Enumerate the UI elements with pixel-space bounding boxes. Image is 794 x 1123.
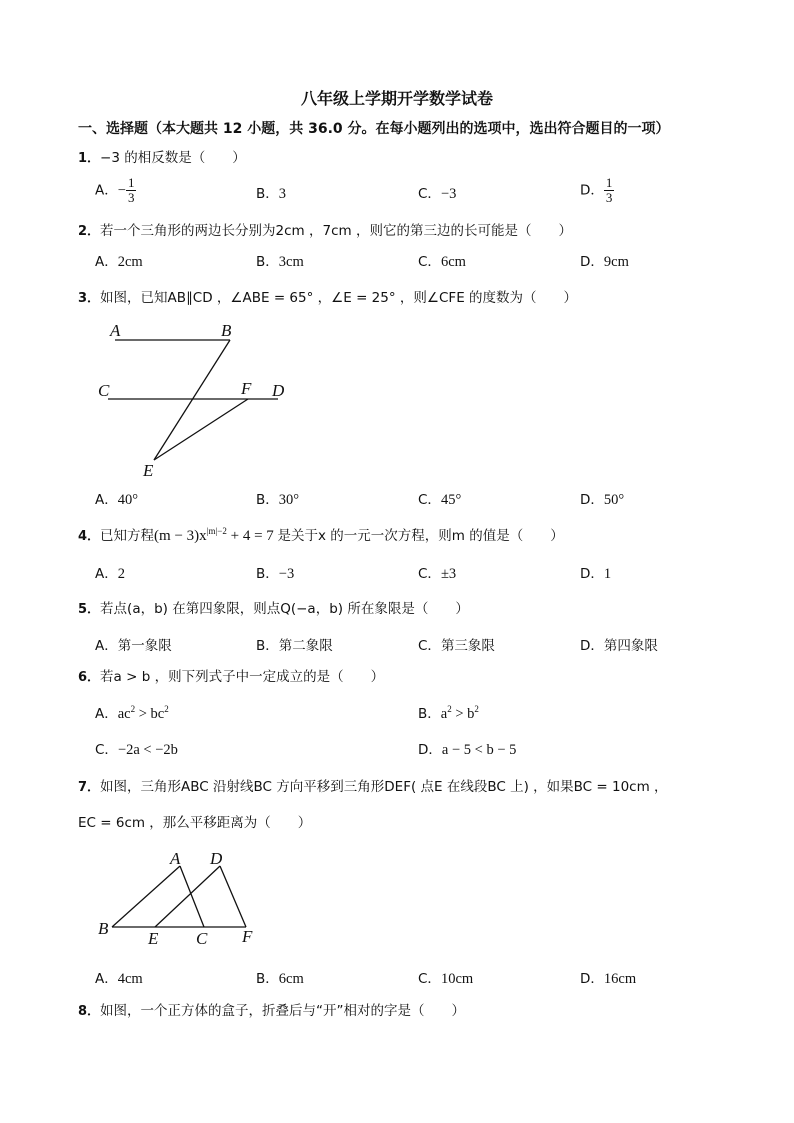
question-number: 8． (78, 1004, 101, 1019)
option-value: 第四象限 (603, 638, 658, 654)
option-d (580, 967, 636, 988)
question-number: 3． (78, 291, 101, 306)
question-number: 4． (78, 529, 101, 544)
option-letter: A． (95, 492, 118, 508)
option-value: 10cm (440, 971, 474, 987)
option-value: $ac^2 > bc^2$ (117, 704, 169, 722)
question-2 (78, 219, 572, 239)
line-ed (155, 866, 220, 927)
option-d (580, 250, 629, 271)
option-d (580, 176, 614, 205)
line-df (220, 866, 246, 927)
point-label-e: E (143, 461, 154, 480)
point-label-d: D (272, 381, 285, 400)
option-d (580, 634, 658, 654)
question-text: 如图，三角形ABC 沿射线BC 方向平移到三角形DEF( 点E 在线段BC 上) ，如果BC = 10cm ， (100, 779, 668, 795)
question-number: 2． (78, 224, 101, 239)
question-number: 1． (78, 151, 101, 166)
option-letter: A． (95, 254, 118, 270)
point-label-b: B (221, 321, 232, 340)
point-label-c: C (196, 929, 208, 948)
option-letter: C． (418, 566, 441, 582)
point-label-a: A (170, 849, 181, 868)
option-letter: B． (256, 492, 279, 508)
question-7-line-2 (78, 811, 311, 831)
line-fe (154, 399, 248, 460)
option-a (95, 488, 138, 509)
question-number: 5． (78, 602, 101, 617)
question-3 (78, 286, 577, 306)
option-a (95, 967, 143, 988)
option-letter: D． (580, 638, 604, 654)
option-value: 2 (117, 566, 125, 582)
option-d (580, 562, 611, 583)
option-letter: D． (580, 182, 604, 199)
option-value: 6cm (278, 971, 304, 987)
option-value: 40° (117, 492, 139, 508)
option-letter: D． (580, 492, 604, 508)
question-text: 若点(a，b) 在第四象限，则点Q(−a，b) 所在象限是（ ） (100, 601, 469, 617)
option-value: 2cm (117, 254, 143, 270)
option-letter: D． (580, 971, 604, 987)
option-value: 第二象限 (278, 638, 333, 654)
point-label-f: F (242, 927, 253, 946)
option-letter: B． (418, 706, 441, 722)
point-label-c: C (98, 381, 110, 400)
option-value: 1 (603, 566, 612, 582)
question-5 (78, 597, 469, 617)
option-c (95, 738, 178, 759)
question-text: 是关于x 的一元一次方程，则m 的值是（ ） (277, 528, 564, 544)
option-b (256, 250, 304, 271)
option-value: 3cm (278, 254, 304, 270)
question-text: −3 的相反数是（ ） (100, 150, 246, 166)
option-letter: B． (256, 186, 279, 202)
option-value: −2a < −2b (117, 742, 178, 758)
fraction (604, 176, 615, 205)
translation-figure (92, 848, 262, 948)
option-c (418, 634, 495, 654)
option-b (256, 182, 286, 203)
option-letter: C． (418, 971, 441, 987)
option-letter: A． (95, 182, 118, 199)
point-label-e: E (148, 929, 159, 948)
page-title: 八年级上学期开学数学试卷 (300, 89, 493, 108)
question-8 (78, 999, 465, 1019)
point-label-b: B (98, 919, 109, 938)
option-c (418, 250, 466, 271)
option-value: −3 (440, 186, 457, 202)
question-text: 若一个三角形的两边长分别为2cm ，7cm ，则它的第三边的长可能是（ ） (100, 223, 572, 239)
option-c (418, 562, 456, 583)
option-letter: C． (418, 254, 441, 270)
option-a (95, 702, 169, 723)
point-label-a: A (110, 321, 121, 340)
question-number: 7． (78, 780, 101, 795)
fraction (126, 176, 137, 205)
equation (154, 528, 277, 544)
question-text: 如图，已知AB∥CD ，∠ABE = 65° ，∠E = 25° ，则∠CFE 的度数为（ ） (100, 290, 578, 306)
parallel-lines-figure (90, 318, 300, 483)
option-letter: A． (95, 566, 118, 582)
option-value: 30° (278, 492, 300, 508)
option-letter: D． (580, 254, 604, 270)
numerator: 1 (127, 175, 135, 190)
denominator: 3 (605, 190, 613, 205)
option-value: 4cm (117, 971, 143, 987)
section-heading: 一、选择题（本大题共 12 小题，共 36.0 分。在每小题列出的选项中，选出符合题目的一项） (78, 121, 670, 137)
question-text: 如图，一个正方体的盒子，折叠后与“开”相对的字是（ ） (100, 1003, 466, 1019)
option-letter: B． (256, 566, 279, 582)
option-c (418, 967, 473, 988)
option-letter: B． (256, 638, 279, 654)
option-value: −3 (278, 566, 295, 582)
line-ac (180, 866, 204, 927)
option-value: 50° (603, 492, 625, 508)
option-b (418, 702, 479, 723)
equation-exponent: |m|−2 (206, 526, 227, 536)
question-text: EC = 6cm ，那么平移距离为（ ） (78, 815, 312, 831)
option-letter: C． (418, 186, 441, 202)
point-label-f: F (241, 379, 252, 398)
option-d (418, 738, 516, 759)
option-a (95, 176, 136, 205)
point-label-d: D (210, 849, 223, 868)
option-letter: D． (418, 742, 442, 758)
option-c (418, 488, 461, 509)
option-value: 6cm (440, 254, 466, 270)
option-letter: D． (580, 566, 604, 582)
equation-main: (m − 3)x (154, 528, 207, 544)
option-d (580, 488, 624, 509)
option-value: 16cm (603, 971, 637, 987)
option-value: 第一象限 (117, 638, 172, 654)
option-b (256, 562, 294, 583)
option-value: 第三象限 (440, 638, 495, 654)
question-1 (78, 146, 246, 166)
option-b (256, 634, 333, 654)
option-value: 3 (278, 186, 287, 202)
option-value: 45° (440, 492, 462, 508)
option-letter: B． (256, 971, 279, 987)
question-text: 若a > b ，则下列式子中一定成立的是（ ） (100, 669, 385, 685)
question-7 (78, 775, 668, 795)
denominator: 3 (127, 190, 135, 205)
option-value: − (117, 182, 126, 199)
option-b (256, 488, 299, 509)
question-4 (78, 524, 564, 545)
option-letter: A． (95, 706, 118, 722)
option-letter: A． (95, 971, 118, 987)
option-c (418, 182, 456, 203)
option-a (95, 250, 143, 271)
option-letter: A． (95, 638, 118, 654)
equation-rest: + 4 = 7 (226, 528, 278, 544)
option-a (95, 634, 172, 654)
option-a (95, 562, 125, 583)
option-value: a − 5 < b − 5 (441, 742, 517, 758)
question-text: 已知方程 (100, 528, 155, 544)
option-value: ±3 (440, 566, 457, 582)
numerator: 1 (605, 175, 613, 190)
option-b (256, 967, 304, 988)
line-be (154, 340, 230, 460)
question-6 (78, 665, 384, 685)
option-value: 9cm (603, 254, 629, 270)
option-value: $a^2 > b^2$ (440, 704, 479, 722)
line-ba (112, 866, 180, 927)
option-letter: C． (418, 638, 441, 654)
option-letter: C． (418, 492, 441, 508)
question-number: 6． (78, 670, 101, 685)
option-letter: B． (256, 254, 279, 270)
option-letter: C． (95, 742, 118, 758)
